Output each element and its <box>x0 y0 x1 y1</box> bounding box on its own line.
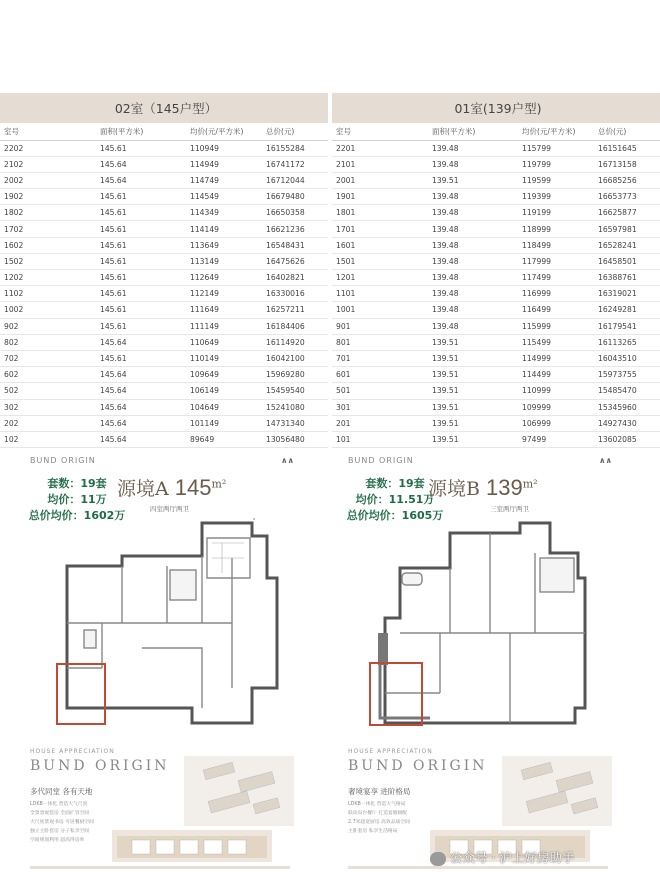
room-number-cell: 1102 <box>0 286 82 302</box>
room-number-cell: 1502 <box>0 253 82 269</box>
unit-layout: 三室两厅两卫 <box>490 505 529 513</box>
watermark-text: 公众号 · 沪上好房助手 <box>450 850 575 865</box>
unit-price-cell: 117499 <box>496 270 578 286</box>
unit-price-cell: 112149 <box>164 286 246 302</box>
room-number-cell: 1201 <box>332 270 414 286</box>
room-number-cell: 201 <box>332 415 414 431</box>
total-price-cell: 16679480 <box>246 189 328 205</box>
table-row <box>0 383 328 399</box>
house-appreciation-label: HOUSE APPRECIATION <box>30 748 115 755</box>
area-cell: 139.51 <box>414 367 496 383</box>
unit-price-cell: 114549 <box>164 189 246 205</box>
col-header-room: 室号 <box>0 123 82 140</box>
unit-price-cell: 110149 <box>164 350 246 366</box>
unit-price-cell: 114949 <box>164 156 246 172</box>
table-title-01: 01室(139户型) <box>454 101 542 116</box>
area-cell: 145.61 <box>82 237 164 253</box>
room-number-cell: 1101 <box>332 286 414 302</box>
unit-price-cell: 97499 <box>496 431 578 447</box>
area-cell: 139.48 <box>414 302 496 318</box>
total-price-cell: 15241080 <box>246 399 328 415</box>
unit-price-cell: 106149 <box>164 383 246 399</box>
total-price-cell: 16184406 <box>246 318 328 334</box>
feature-item: 独立主卧套房 分子私享空间 <box>30 829 90 834</box>
brand-big: BUND ORIGIN <box>30 758 170 774</box>
table-body <box>332 140 660 448</box>
area-cell: 139.48 <box>414 189 496 205</box>
unit-price-cell: 106999 <box>496 415 578 431</box>
total-price-cell: 16114920 <box>246 334 328 350</box>
area-cell: 139.51 <box>414 334 496 350</box>
area-cell: 139.51 <box>414 350 496 366</box>
unit-price-cell: 109999 <box>496 399 578 415</box>
floor-plan-b <box>340 518 620 748</box>
key-plan-strip <box>112 830 272 862</box>
table-row <box>0 189 328 205</box>
unit-price-cell: 119399 <box>496 189 578 205</box>
room-number-cell: 202 <box>0 415 82 431</box>
site-map <box>502 756 612 826</box>
total-price-cell: 14731340 <box>246 415 328 431</box>
unit-price-cell: 118499 <box>496 237 578 253</box>
unit-area: 139 <box>486 475 523 500</box>
fine-print <box>30 866 290 869</box>
unit-title <box>428 474 538 501</box>
stat-avg-price: 均价：11.51万 <box>355 493 435 506</box>
table-body <box>0 140 328 448</box>
area-cell: 145.64 <box>82 172 164 188</box>
room-number-cell: 2101 <box>332 156 414 172</box>
room-number-cell: 2002 <box>0 172 82 188</box>
col-header-unit-price: 均价(元/平方米) <box>496 123 578 140</box>
total-price-cell: 16249281 <box>578 302 660 318</box>
unit-price-cell: 89649 <box>164 431 246 447</box>
feature-item: LDKB一体化 营造大气格局 <box>348 802 406 807</box>
table-row <box>0 221 328 237</box>
area-cell: 139.51 <box>414 399 496 415</box>
room-number-cell: 1602 <box>0 237 82 253</box>
unit-price-cell: 114349 <box>164 205 246 221</box>
unit-price-cell: 113149 <box>164 253 246 269</box>
unit-price-cell: 118999 <box>496 221 578 237</box>
col-header-room: 室号 <box>332 123 414 140</box>
area-cell: 145.61 <box>82 270 164 286</box>
unit-price-cell: 119799 <box>496 156 578 172</box>
table-row <box>0 286 328 302</box>
total-price-cell: 16625877 <box>578 205 660 221</box>
stat-avg-total: 总价均价：1602万 <box>28 509 126 522</box>
table-row <box>332 189 660 205</box>
room-number-cell: 1501 <box>332 253 414 269</box>
area-cell: 139.48 <box>414 253 496 269</box>
room-number-cell: 2001 <box>332 172 414 188</box>
room-number-cell: 801 <box>332 334 414 350</box>
room-number-cell: 1601 <box>332 237 414 253</box>
fine-print <box>348 866 608 869</box>
table-row <box>0 350 328 366</box>
unit-price-cell: 117999 <box>496 253 578 269</box>
total-price-cell: 16528241 <box>578 237 660 253</box>
slogan: 奢境宴享 进阶格局 <box>348 787 411 796</box>
stat-avg-price: 均价：11万 <box>47 493 107 506</box>
room-number-cell: 101 <box>332 431 414 447</box>
unit-price-cell: 101149 <box>164 415 246 431</box>
area-cell: 139.48 <box>414 221 496 237</box>
brand-label: BUND ORIGIN <box>30 456 96 465</box>
col-header-total-price: 总价(元) <box>578 123 660 140</box>
table-row <box>332 205 660 221</box>
unit-area: 145 <box>174 475 212 500</box>
area-cell: 145.61 <box>82 318 164 334</box>
col-header-area: 面积(平方米) <box>82 123 164 140</box>
area-cell: 139.48 <box>414 205 496 221</box>
total-price-cell: 16597981 <box>578 221 660 237</box>
room-number-cell: 802 <box>0 334 82 350</box>
total-price-cell: 13056480 <box>246 431 328 447</box>
room-number-cell: 1901 <box>332 189 414 205</box>
unit-area-unit: m² <box>211 477 227 491</box>
room-number-cell: 2202 <box>0 140 82 156</box>
table-title-02: 02室（145户型） <box>114 101 218 116</box>
total-price-cell: 16257211 <box>246 302 328 318</box>
area-cell: 145.64 <box>82 367 164 383</box>
col-header-unit-price: 均价(元/平方米) <box>164 123 246 140</box>
unit-stats <box>22 476 132 524</box>
room-number-cell: 301 <box>332 399 414 415</box>
table-row <box>0 367 328 383</box>
room-number-cell: 1002 <box>0 302 82 318</box>
floor-plan-a <box>22 518 302 748</box>
table-row <box>332 415 660 431</box>
table-row <box>0 415 328 431</box>
room-number-cell: 1702 <box>0 221 82 237</box>
area-cell: 139.48 <box>414 318 496 334</box>
area-cell: 139.48 <box>414 286 496 302</box>
total-price-cell: 15969280 <box>246 367 328 383</box>
price-tables <box>0 93 660 444</box>
unit-01-price-table <box>332 93 660 448</box>
unit-price-cell: 112649 <box>164 270 246 286</box>
unit-price-cell: 111149 <box>164 318 246 334</box>
total-price-cell: 15973755 <box>578 367 660 383</box>
table-row <box>0 431 328 447</box>
total-price-cell: 16650358 <box>246 205 328 221</box>
stat-count: 套数：19套 <box>365 477 425 490</box>
total-price-cell: 16741172 <box>246 156 328 172</box>
unit-02-price-table <box>0 93 328 448</box>
table-row <box>332 237 660 253</box>
feature-item: 主卧套房 私享生活格局 <box>348 829 398 834</box>
unit-price-cell: 119199 <box>496 205 578 221</box>
total-price-cell: 16179541 <box>578 318 660 334</box>
total-price-cell: 16155284 <box>246 140 328 156</box>
area-cell: 145.64 <box>82 156 164 172</box>
room-number-cell: 1801 <box>332 205 414 221</box>
total-price-cell: 15459540 <box>246 383 328 399</box>
brand-mark-icon: ∧∧ <box>281 456 294 465</box>
total-price-cell: 16712044 <box>246 172 328 188</box>
stat-avg-total: 总价均价：1605万 <box>346 509 444 522</box>
total-price-cell: 16713158 <box>578 156 660 172</box>
house-appreciation-label: HOUSE APPRECIATION <box>348 748 433 755</box>
table-row <box>332 221 660 237</box>
total-price-cell: 16653773 <box>578 189 660 205</box>
total-price-cell: 15345960 <box>578 399 660 415</box>
unit-price-cell: 110999 <box>496 383 578 399</box>
total-price-cell: 16319021 <box>578 286 660 302</box>
unit-price-cell: 104649 <box>164 399 246 415</box>
area-cell: 145.61 <box>82 253 164 269</box>
room-number-cell: 1001 <box>332 302 414 318</box>
table-row <box>332 253 660 269</box>
total-price-cell: 13602085 <box>578 431 660 447</box>
table-row <box>0 172 328 188</box>
feature-item: 2.7米超宽厨房 高效品质空间 <box>348 820 410 825</box>
area-cell: 139.51 <box>414 415 496 431</box>
unit-price-cell: 114749 <box>164 172 246 188</box>
room-number-cell: 701 <box>332 350 414 366</box>
feature-item: 全景景观套房 全面扩容空间 <box>30 811 90 816</box>
unit-price-cell: 110649 <box>164 334 246 350</box>
feature-item: 联动岛台餐厅 打造宴飨阔配 <box>348 811 408 816</box>
room-number-cell: 502 <box>0 383 82 399</box>
brand-big: BUND ORIGIN <box>348 758 488 774</box>
feature-item: 大尺度景观书房 可居餐厨空间 <box>30 820 94 825</box>
unit-price-cell: 109649 <box>164 367 246 383</box>
total-price-cell: 16388761 <box>578 270 660 286</box>
table-row <box>332 383 660 399</box>
total-price-cell: 16548431 <box>246 237 328 253</box>
table-row <box>332 140 660 156</box>
room-number-cell: 902 <box>0 318 82 334</box>
floorplan-panel-a <box>22 448 302 876</box>
slogan: 多代同堂 各有天地 <box>30 787 93 796</box>
unit-name: 源境A <box>117 478 169 500</box>
table-row <box>332 399 660 415</box>
table-row <box>0 205 328 221</box>
total-price-cell: 16043510 <box>578 350 660 366</box>
room-number-cell: 601 <box>332 367 414 383</box>
watermark <box>430 848 574 866</box>
area-cell: 145.61 <box>82 221 164 237</box>
area-cell: 145.64 <box>82 383 164 399</box>
highlight-box <box>370 663 422 725</box>
unit-title <box>117 474 226 501</box>
room-number-cell: 2102 <box>0 156 82 172</box>
total-price-cell: 16330016 <box>246 286 328 302</box>
unit-price-cell: 115999 <box>496 318 578 334</box>
area-cell: 139.48 <box>414 156 496 172</box>
room-number-cell: 1701 <box>332 221 414 237</box>
total-price-cell: 16402821 <box>246 270 328 286</box>
unit-area-unit: m² <box>522 477 538 491</box>
room-number-cell: 2201 <box>332 140 414 156</box>
col-header-total-price: 总价(元) <box>246 123 328 140</box>
table-row <box>0 399 328 415</box>
unit-price-cell: 119599 <box>496 172 578 188</box>
area-cell: 139.51 <box>414 431 496 447</box>
area-cell: 145.64 <box>82 334 164 350</box>
area-cell: 145.64 <box>82 399 164 415</box>
unit-price-cell: 114499 <box>496 367 578 383</box>
table-row <box>332 318 660 334</box>
total-price-cell: 16042100 <box>246 350 328 366</box>
room-number-cell: 1202 <box>0 270 82 286</box>
table-row <box>332 302 660 318</box>
unit-layout: 四室两厅两卫 <box>150 505 189 513</box>
total-price-cell: 16458501 <box>578 253 660 269</box>
room-number-cell: 602 <box>0 367 82 383</box>
floorplan-panel-b <box>340 448 620 876</box>
room-number-cell: 1802 <box>0 205 82 221</box>
room-number-cell: 901 <box>332 318 414 334</box>
table-row <box>332 270 660 286</box>
area-cell: 145.61 <box>82 350 164 366</box>
unit-price-cell: 115799 <box>496 140 578 156</box>
brand-mark-icon: ∧∧ <box>599 456 612 465</box>
table-row <box>332 172 660 188</box>
table-row <box>0 156 328 172</box>
area-cell: 145.61 <box>82 205 164 221</box>
unit-price-cell: 114999 <box>496 350 578 366</box>
area-cell: 139.51 <box>414 172 496 188</box>
area-cell: 139.48 <box>414 237 496 253</box>
highlight-box <box>57 664 105 724</box>
brand-label: BUND ORIGIN <box>348 456 414 465</box>
table-row <box>0 318 328 334</box>
room-number-cell: 702 <box>0 350 82 366</box>
wechat-icon <box>430 852 446 866</box>
table-row <box>0 270 328 286</box>
area-cell: 145.61 <box>82 286 164 302</box>
unit-name: 源境B <box>428 478 480 500</box>
area-cell: 145.64 <box>82 415 164 431</box>
table-row <box>332 367 660 383</box>
table-row <box>0 140 328 156</box>
table-row <box>332 156 660 172</box>
col-header-area: 面积(平方米) <box>414 123 496 140</box>
area-cell: 145.64 <box>82 431 164 447</box>
room-number-cell: 1902 <box>0 189 82 205</box>
table-row <box>332 350 660 366</box>
area-cell: 139.48 <box>414 270 496 286</box>
site-map <box>184 756 294 826</box>
stat-count: 套数：19套 <box>47 477 107 490</box>
unit-price-cell: 115499 <box>496 334 578 350</box>
total-price-cell: 16151645 <box>578 140 660 156</box>
unit-price-cell: 116999 <box>496 286 578 302</box>
total-price-cell: 16621236 <box>246 221 328 237</box>
feature-item: LDKB一体化 营造大气尺度 <box>30 802 88 807</box>
feature-item: 空间规划利用 超高得房率 <box>30 838 85 843</box>
table-row <box>0 334 328 350</box>
unit-price-cell: 111649 <box>164 302 246 318</box>
area-cell: 145.61 <box>82 140 164 156</box>
unit-price-cell: 113649 <box>164 237 246 253</box>
unit-price-cell: 116499 <box>496 302 578 318</box>
room-number-cell: 302 <box>0 399 82 415</box>
total-price-cell: 16475626 <box>246 253 328 269</box>
unit-price-cell: 114149 <box>164 221 246 237</box>
area-cell: 145.61 <box>82 302 164 318</box>
table-row <box>0 302 328 318</box>
total-price-cell: 15485470 <box>578 383 660 399</box>
table-row <box>332 431 660 447</box>
total-price-cell: 16685256 <box>578 172 660 188</box>
area-cell: 145.61 <box>82 189 164 205</box>
table-row <box>0 253 328 269</box>
total-price-cell: 16113265 <box>578 334 660 350</box>
room-number-cell: 501 <box>332 383 414 399</box>
area-cell: 139.51 <box>414 383 496 399</box>
room-number-cell: 102 <box>0 431 82 447</box>
unit-price-cell: 110949 <box>164 140 246 156</box>
total-price-cell: 14927430 <box>578 415 660 431</box>
table-row <box>332 334 660 350</box>
area-cell: 139.48 <box>414 140 496 156</box>
table-row <box>332 286 660 302</box>
table-row <box>0 237 328 253</box>
